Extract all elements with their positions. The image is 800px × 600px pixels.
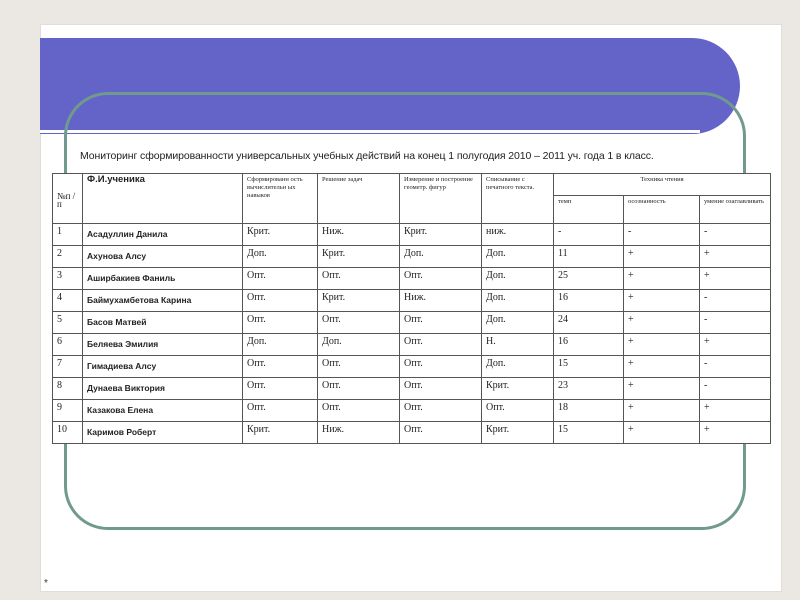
computing-skills-cell: Опт. — [243, 312, 318, 334]
problem-solving-cell: Крит. — [318, 290, 400, 312]
problem-solving-cell: Опт. — [318, 268, 400, 290]
problem-solving-cell: Опт. — [318, 356, 400, 378]
computing-skills-cell: Опт. — [243, 378, 318, 400]
column-header-computing-skills: Сформированн ость вычислительн ых навыков — [243, 174, 318, 224]
geometry-cell: Опт. — [400, 334, 482, 356]
table-row — [53, 356, 771, 378]
geometry-cell: Доп. — [400, 246, 482, 268]
comprehension-cell: + — [624, 246, 700, 268]
table-row — [53, 312, 771, 334]
monitoring-table — [52, 173, 771, 444]
problem-solving-cell: Опт. — [318, 312, 400, 334]
geometry-cell: Ниж. — [400, 290, 482, 312]
tempo-cell: 25 — [554, 268, 624, 290]
geometry-cell: Опт. — [400, 422, 482, 444]
student-name: Асадуллин Данила — [83, 224, 243, 246]
comprehension-cell: - — [624, 224, 700, 246]
row-number: 9 — [53, 400, 83, 422]
titling-cell: - — [700, 290, 771, 312]
computing-skills-cell: Крит. — [243, 224, 318, 246]
student-name: Беляева Эмилия — [83, 334, 243, 356]
comprehension-cell: + — [624, 312, 700, 334]
comprehension-cell: + — [624, 422, 700, 444]
table-row — [53, 334, 771, 356]
table-row — [53, 224, 771, 246]
table-row — [53, 378, 771, 400]
problem-solving-cell: Опт. — [318, 378, 400, 400]
tempo-cell: 16 — [554, 334, 624, 356]
problem-solving-cell: Ниж. — [318, 224, 400, 246]
comprehension-cell: + — [624, 356, 700, 378]
row-number: 4 — [53, 290, 83, 312]
page-title: Мониторинг сформированности универсальных учебных действий на конец 1 полугодия 2010 – 2011 уч. года 1 в класс. — [80, 150, 654, 162]
copying-text-cell: Н. — [482, 334, 554, 356]
tempo-cell: - — [554, 224, 624, 246]
problem-solving-cell: Ниж. — [318, 422, 400, 444]
titling-cell: + — [700, 246, 771, 268]
titling-cell: + — [700, 268, 771, 290]
geometry-cell: Крит. — [400, 224, 482, 246]
row-number: 6 — [53, 334, 83, 356]
student-name: Казакова Елена — [83, 400, 243, 422]
problem-solving-cell: Крит. — [318, 246, 400, 268]
geometry-cell: Опт. — [400, 356, 482, 378]
student-name: Баймухамбетова Карина — [83, 290, 243, 312]
titling-cell: + — [700, 400, 771, 422]
tempo-cell: 15 — [554, 422, 624, 444]
tempo-cell: 18 — [554, 400, 624, 422]
titling-cell: + — [700, 334, 771, 356]
student-name: Дунаева Виктория — [83, 378, 243, 400]
row-number: 2 — [53, 246, 83, 268]
student-name: Басов Матвей — [83, 312, 243, 334]
column-header-number: №п /п — [53, 174, 83, 224]
row-number: 3 — [53, 268, 83, 290]
student-name: Аширбакиев Фаниль — [83, 268, 243, 290]
computing-skills-cell: Опт. — [243, 400, 318, 422]
student-name: Каримов Роберт — [83, 422, 243, 444]
column-header-student-name: Ф.И.ученика — [83, 174, 243, 224]
table-row — [53, 422, 771, 444]
problem-solving-cell: Доп. — [318, 334, 400, 356]
computing-skills-cell: Доп. — [243, 334, 318, 356]
computing-skills-cell: Доп. — [243, 246, 318, 268]
comprehension-cell: + — [624, 334, 700, 356]
copying-text-cell: ниж. — [482, 224, 554, 246]
problem-solving-cell: Опт. — [318, 400, 400, 422]
copying-text-cell: Доп. — [482, 312, 554, 334]
table-row — [53, 268, 771, 290]
row-number: 10 — [53, 422, 83, 444]
comprehension-cell: + — [624, 378, 700, 400]
titling-cell: - — [700, 378, 771, 400]
comprehension-cell: + — [624, 400, 700, 422]
column-header-copying-text: Списывание с печатного текста. — [482, 174, 554, 224]
titling-cell: - — [700, 312, 771, 334]
tempo-cell: 11 — [554, 246, 624, 268]
column-header-problem-solving: Решение задач — [318, 174, 400, 224]
titling-cell: - — [700, 224, 771, 246]
tempo-cell: 15 — [554, 356, 624, 378]
geometry-cell: Опт. — [400, 400, 482, 422]
column-header-tempo: темп — [554, 196, 624, 224]
column-header-comprehension: осознанность — [624, 196, 700, 224]
comprehension-cell: + — [624, 290, 700, 312]
tempo-cell: 24 — [554, 312, 624, 334]
copying-text-cell: Крит. — [482, 422, 554, 444]
row-number: 5 — [53, 312, 83, 334]
titling-cell: + — [700, 422, 771, 444]
copying-text-cell: Опт. — [482, 400, 554, 422]
geometry-cell: Опт. — [400, 312, 482, 334]
student-name: Ахунова Алсу — [83, 246, 243, 268]
geometry-cell: Опт. — [400, 378, 482, 400]
column-header-titling: умение озаглавливать — [700, 196, 771, 224]
row-number: 8 — [53, 378, 83, 400]
copying-text-cell: Доп. — [482, 246, 554, 268]
row-number: 7 — [53, 356, 83, 378]
computing-skills-cell: Опт. — [243, 356, 318, 378]
titling-cell: - — [700, 356, 771, 378]
copying-text-cell: Доп. — [482, 268, 554, 290]
column-header-geometry: Измерение и построение геометр. фигур — [400, 174, 482, 224]
computing-skills-cell: Крит. — [243, 422, 318, 444]
copying-text-cell: Доп. — [482, 290, 554, 312]
copying-text-cell: Доп. — [482, 356, 554, 378]
student-name: Гимадиева Алсу — [83, 356, 243, 378]
table-row — [53, 400, 771, 422]
computing-skills-cell: Опт. — [243, 290, 318, 312]
table-row — [53, 246, 771, 268]
row-number: 1 — [53, 224, 83, 246]
geometry-cell: Опт. — [400, 268, 482, 290]
column-header-reading-technique: Техника чтения — [554, 174, 771, 196]
footer-mark: * — [44, 578, 48, 589]
tempo-cell: 23 — [554, 378, 624, 400]
table-row — [53, 290, 771, 312]
computing-skills-cell: Опт. — [243, 268, 318, 290]
tempo-cell: 16 — [554, 290, 624, 312]
copying-text-cell: Крит. — [482, 378, 554, 400]
comprehension-cell: + — [624, 268, 700, 290]
